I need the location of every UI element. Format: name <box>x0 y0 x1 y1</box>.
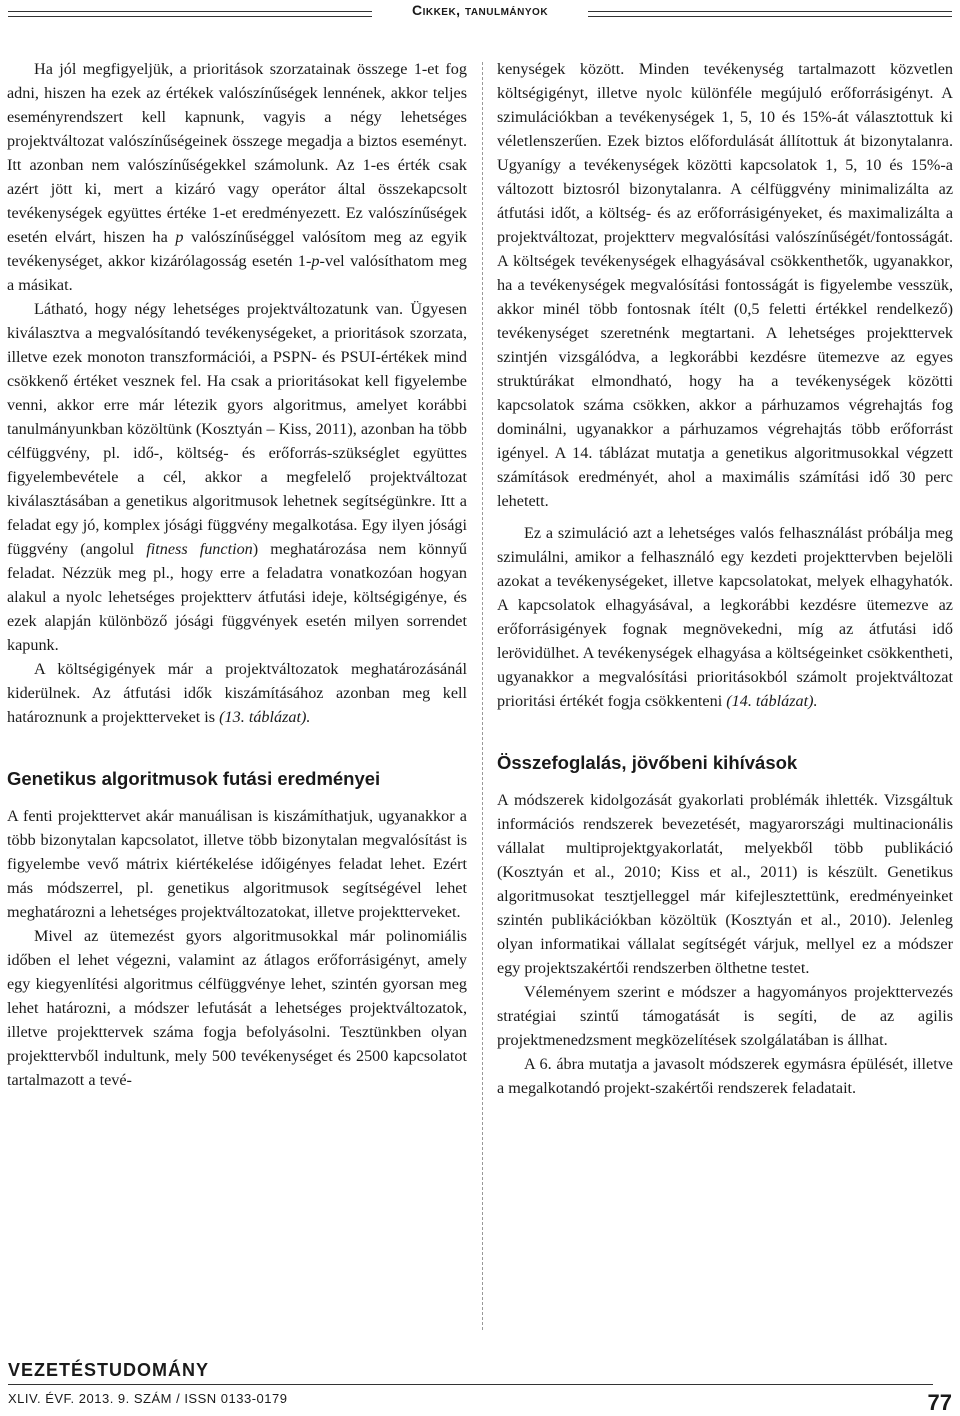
left-column <box>7 57 467 1092</box>
footer-rule <box>8 1384 933 1385</box>
running-header <box>0 0 960 26</box>
paragraph: A módszerek kidolgozását gyakorlati problémák ihlették. Vizsgáltuk információs rendszerek bevezetését, magyarországi multinacionális vállalat multiprojektgyakorlatát, melyekből több publikáció (Kosztyán et al., 2010; Kiss et al., 2011) is készült. Genetikus algoritmusokat tesztjelleggel már kifejlesztettünk, eredményeinket szintén publikációkban közöltük (Kosztyán et al., 2010). Jelenleg olyan informatikai vállalat segítségét várjuk, mellyel ez a módszer egy projektszakértői rendszerben ölthetne testet. <box>497 791 953 977</box>
section-heading: Összefoglalás, jövőbeni kihívások <box>497 752 798 773</box>
paragraph: A 6. ábra mutatja a javasolt módszerek egymásra épülését, illetve a megalkotandó projekt-szakértői rendszerek feladatait. <box>497 1055 953 1097</box>
paragraph: Ez a szimuláció azt a lehetséges valós felhasználást próbálja meg szimulálni, amikor a felhasználó egy kezdeti projekttervben bejelöli azokat a tevékenységeket, illetve kapcsolatokat, melyek elhagyhatók. A kapcsolatok elhagyásával, a legkorábbi kezdésre ütemezve az erőforrásigények fognak megnövekedni, míg az átfutási idő lerövidülhet. A tevékenységek elhagyása a költségeinket csökkentheti, ugyanakkor a megvalósítási prioritásokból számolt projektváltozat prioritási értékét fogja csökkenteni (14. táblázat). <box>497 524 953 710</box>
paragraph: A fenti projekttervet akár manuálisan is kiszámíthatjuk, ugyanakkor a több bizonytalan kapcsolatot, illetve több bizonytalan megvalósítást is figyelembe vevő mátrix kiértékelése időigényes feladat lehet. Ezért más módszerrel, pl. genetikus algoritmusok segítségével lehet meghatározni a lehetséges projektváltozatokat, illetve projektterveket. <box>7 807 467 921</box>
header-rule-left <box>8 11 372 17</box>
right-column <box>497 57 953 1100</box>
journal-name: VEZETÉSTUDOMÁNY <box>8 1360 210 1380</box>
page-number: 77 <box>927 1390 952 1415</box>
section-heading: Genetikus algoritmusok futási eredményei <box>7 768 381 789</box>
paragraph: Véleményem szerint e módszer a hagyományos projekttervezés stratégiai szintű támogatását is segíti, de az agilis projektmenedzsment megközelítések szolgálatában is állhat. <box>497 983 953 1049</box>
header-rule-right <box>588 11 952 17</box>
paragraph: Látható, hogy négy lehetséges projektváltozatunk van. Ügyesen kiválasztva a megvalósítandó tevékenységeket, a prioritások szorzata, illetve ezek monoton transzformációi, a PSPN- és PSUI-értékek mind csökkenő értéket vesznek fel. Ha csak a prioritásokat kell figyelembe venni, akkor erre már létezik gyors algoritmus, amelyet korábbi tanulmányunkban közöltünk (Kosztyán – Kiss, 2011), azonban ha több célfüggvény, pl. idő-, költség- és erőforrás-szükséglet együttes figyelembevétele a cél, akkor a megfelelő projektváltozat kiválasztásában a genetikus algoritmusok lehetnek segítségünkre. Itt a feladat egy jó, komplex jósági függvény megalkotása. Egy ilyen jósági függvény (angolul fitness function) meghatározása nem könnyű feladat. Nézzük meg pl., hogy erre a feladatra vonatkozóan hogyan alakul a nyolc lehetséges projektterv átfutási ideje, költségigénye, és ezek alapján különböző jósági függvények esetén milyen sorrendet kapunk. <box>7 300 467 654</box>
paragraph: Ha jól megfigyeljük, a prioritások szorzatainak összege 1-et fog adni, hiszen ha ezek az értékek valószínűségek lennének, akkor teljes eseményrendszert kell kapnunk, vagyis a négy lehetséges projektváltozat valószínűségeinek összege megadja a biztos eseményt. Itt azonban nem valószínűségekkel számolunk. Az 1-es érték csak azért jött ki, mert a kizáró vagy operátor által összekapcsolt tevékenységek együttes értéke 1-et eredményezett. Ez valószínűségek esetén elvárt, hiszen ha p valószínűséggel valósítom meg az egyik tevékenységet, akkor kizárólagosság esetén 1-p-vel valósíthatom meg a másikat. <box>7 60 467 294</box>
paragraph: kenységek között. Minden tevékenység tartalmazott közvetlen költségigényt, illetve nyolc különféle megújuló erőforrásigényt. A szimulációkban a tevékenységek 1, 5, 10 és 15%-át választottuk ki véletlenszerűen. Ezek biztos előfordulását állítottuk át bizonytalanra. Ugyanígy a tevékenységek közötti kapcsolatok 1, 5, 10 és 15%-a változott biztosról bizonytalanra. A célfüggvény minimalizálta az átfutási időt, a költség- és az erőforrásigényeket, és maximalizálta a projektváltozat, projektterv megvalósítási valószínűségét/fontosságát. A költségek tevékenységek elhagyásával csökkenthetők, ugyanakkor, ha a tevékenységek megvalósítási fontosságát is figyelembe vesszük, akkor minél több fontosnak ítélt (0,5 feletti értékkel rendelkező) tevékenységet szeretnénk megtartani. A lehetséges projekttervek szintjén vizsgálódva, a legkorábbi kezdésre ütemezve az egyes struktúrákat elmondható, hogy ha a tevékenységek közötti kapcsolatok száma csökken, akkor a párhuzamos végrehajtás fog dominálni, ugyanakkor a párhuzamos végrehajtás több erőforrást igényel. A 14. táblázat mutatja a genetikus algoritmusokkal végzett számítások eredményét, ahol a maximális számítási idő 30 perc lehetett. <box>497 60 953 510</box>
column-divider <box>482 62 483 1330</box>
section-title: Cikkek, tanulmányok <box>411 2 549 18</box>
paragraph: A költségigények már a projektváltozatok meghatározásánál kiderülnek. Az átfutási idők kiszámításához azonban meg kell határoznunk a projektterveket is (13. táblázat). <box>7 660 467 726</box>
issue-info: XLIV. ÉVF. 2013. 9. SZÁM / ISSN 0133-0179 <box>8 1391 288 1406</box>
paragraph: Mivel az ütemezést gyors algoritmusokkal már polinomiális időben el lehet végezni, valamint az átlagos erőforrásigényt, amely egy kiegyenlítési algoritmus célfüggvénye lehet, szintén gyorsan meg lehet határozni, a módszer lefutását a lehetséges projektváltozatok, illetve projekttervek száma fogja befolyásolni. Tesztünkben olyan projekttervből indultunk, mely 500 tevékenységet és 2500 kapcsolatot tartalmazott a tevé- <box>7 927 467 1089</box>
